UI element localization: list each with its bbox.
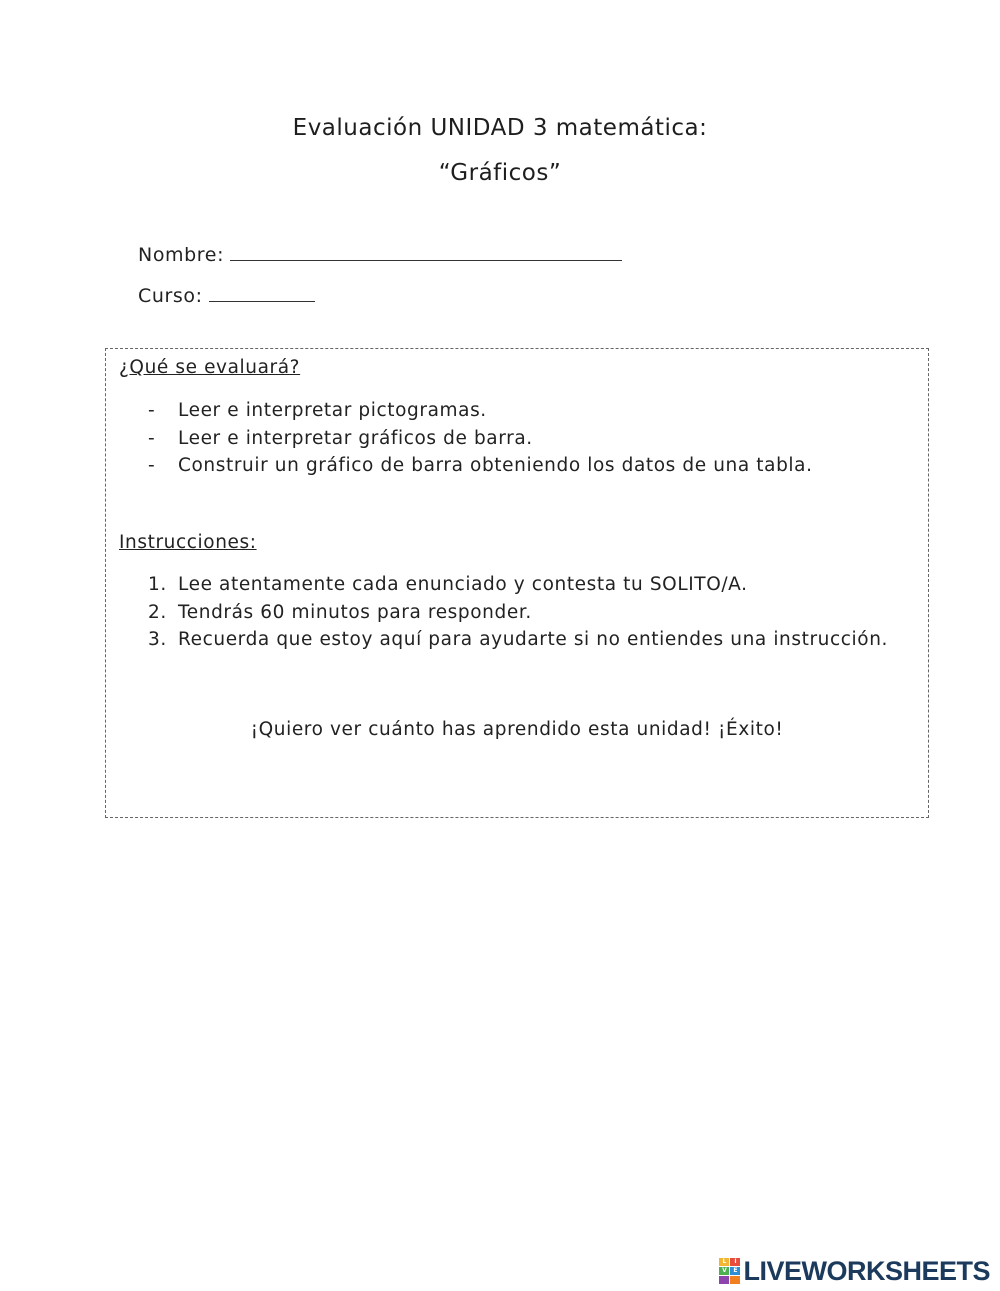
course-field[interactable]: [138, 285, 315, 307]
dash-bullet: -: [148, 400, 156, 421]
name-field[interactable]: [138, 244, 622, 266]
item-number: 2.: [148, 601, 167, 623]
item-number: 1.: [148, 574, 167, 595]
instructions-list: [148, 571, 916, 654]
evaluated-item-text: Construir un gráfico de barra obteniendo los datos de una tabla.: [178, 455, 813, 476]
item-number: 3.: [148, 629, 167, 650]
evaluated-list: [148, 397, 813, 480]
evaluated-item-text: Leer e interpretar gráficos de barra.: [178, 427, 533, 449]
instruction-text: Recuerda que estoy aquí para ayudarte si no entiendes una instrucción.: [178, 629, 889, 650]
dash-bullet: -: [148, 455, 156, 476]
instructions-box: [105, 348, 929, 818]
list-item: [148, 571, 916, 599]
list-item: [148, 626, 916, 654]
list-item: [148, 599, 916, 627]
logo-blocks-icon: [719, 1258, 740, 1284]
instruction-text: Tendrás 60 minutos para responder.: [178, 601, 532, 623]
logo-text: LIVEWORKSHEETS: [743, 1255, 990, 1286]
instructions-heading: Instrucciones:: [119, 532, 257, 553]
evaluated-item-text: Leer e interpretar pictogramas.: [178, 400, 487, 421]
closing-message: ¡Quiero ver cuánto has aprendido esta unidad! ¡Éxito!: [250, 719, 784, 740]
logo-block: [719, 1276, 729, 1284]
instruction-text: Lee atentamente cada enunciado y contesta tu SOLITO/A.: [178, 574, 748, 595]
page-subtitle: “Gráficos”: [438, 160, 562, 186]
liveworksheets-logo: [719, 1257, 990, 1285]
logo-block: E: [730, 1267, 740, 1275]
course-label: Curso:: [138, 285, 203, 307]
list-item: [148, 452, 813, 480]
course-blank-line[interactable]: [209, 285, 315, 302]
logo-block: V: [719, 1267, 729, 1275]
name-label: Nombre:: [138, 244, 225, 266]
logo-block: I: [730, 1258, 740, 1266]
list-item: [148, 425, 813, 453]
logo-block: L: [719, 1258, 729, 1266]
list-item: [148, 397, 813, 425]
name-blank-line[interactable]: [230, 244, 622, 261]
evaluated-heading: ¿Qué se evaluará?: [119, 357, 301, 378]
logo-block: [730, 1276, 740, 1284]
page-title: Evaluación UNIDAD 3 matemática:: [292, 115, 708, 141]
dash-bullet: -: [148, 427, 156, 449]
